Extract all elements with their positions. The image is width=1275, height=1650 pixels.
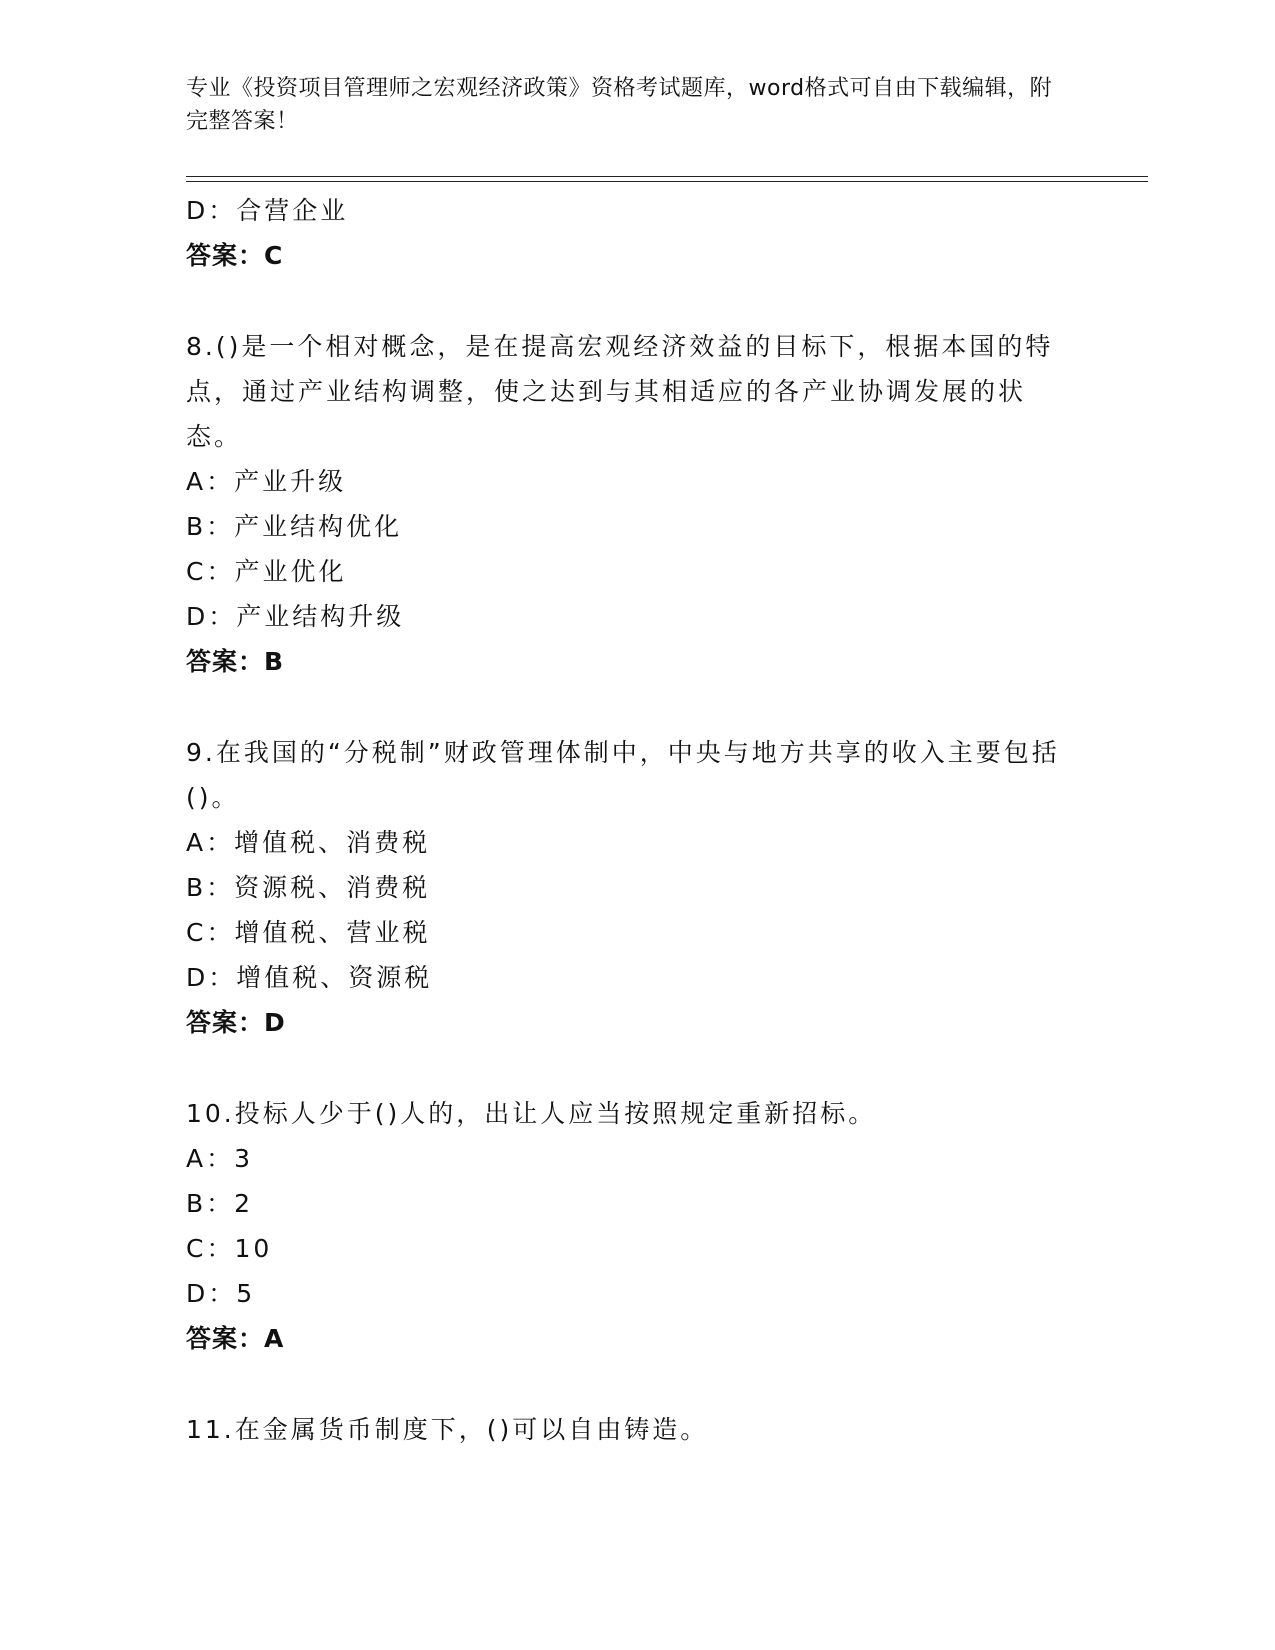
header-divider-bottom	[186, 181, 1148, 182]
question-8	[186, 324, 1066, 684]
option-c: C：10	[186, 1234, 273, 1263]
option-a: A：3	[186, 1144, 254, 1173]
prev-answer: 答案：C	[186, 241, 284, 270]
option-a: A：产业升级	[186, 467, 347, 496]
option-c: C：增值税、营业税	[186, 918, 431, 947]
question-9	[186, 730, 1066, 1045]
question-text: 9.在我国的“分税制”财政管理体制中，中央与地方共享的收入主要包括()。	[186, 738, 1060, 812]
option-d: D：5	[186, 1279, 256, 1308]
option-d: D：产业结构升级	[186, 602, 405, 631]
page-header: 专业《投资项目管理师之宏观经济政策》资格考试题库，word格式可自由下载编辑，附完整答案！	[186, 76, 1053, 134]
option-c: C：产业优化	[186, 557, 347, 586]
question-text: 11.在金属货币制度下，()可以自由铸造。	[186, 1415, 709, 1444]
option-b: B：产业结构优化	[186, 512, 403, 541]
option-a: A：增值税、消费税	[186, 828, 431, 857]
answer: 答案：D	[186, 1008, 286, 1037]
answer: 答案：A	[186, 1324, 285, 1353]
question-list	[186, 188, 1066, 1452]
question-text: 8.()是一个相对概念，是在提高宏观经济效益的目标下，根据本国的特点，通过产业结构调整，使之达到与其相适应的各产业协调发展的状态。	[186, 332, 1054, 451]
header-divider-top	[186, 176, 1148, 177]
question-10	[186, 1091, 1066, 1361]
prev-option-d: D：合营企业	[186, 196, 349, 225]
answer: 答案：B	[186, 647, 285, 676]
question-text: 10.投标人少于()人的，出让人应当按照规定重新招标。	[186, 1099, 877, 1128]
option-b: B：资源税、消费税	[186, 873, 431, 902]
option-d: D：增值税、资源税	[186, 963, 433, 992]
option-b: B：2	[186, 1189, 254, 1218]
question-11	[186, 1407, 1066, 1452]
